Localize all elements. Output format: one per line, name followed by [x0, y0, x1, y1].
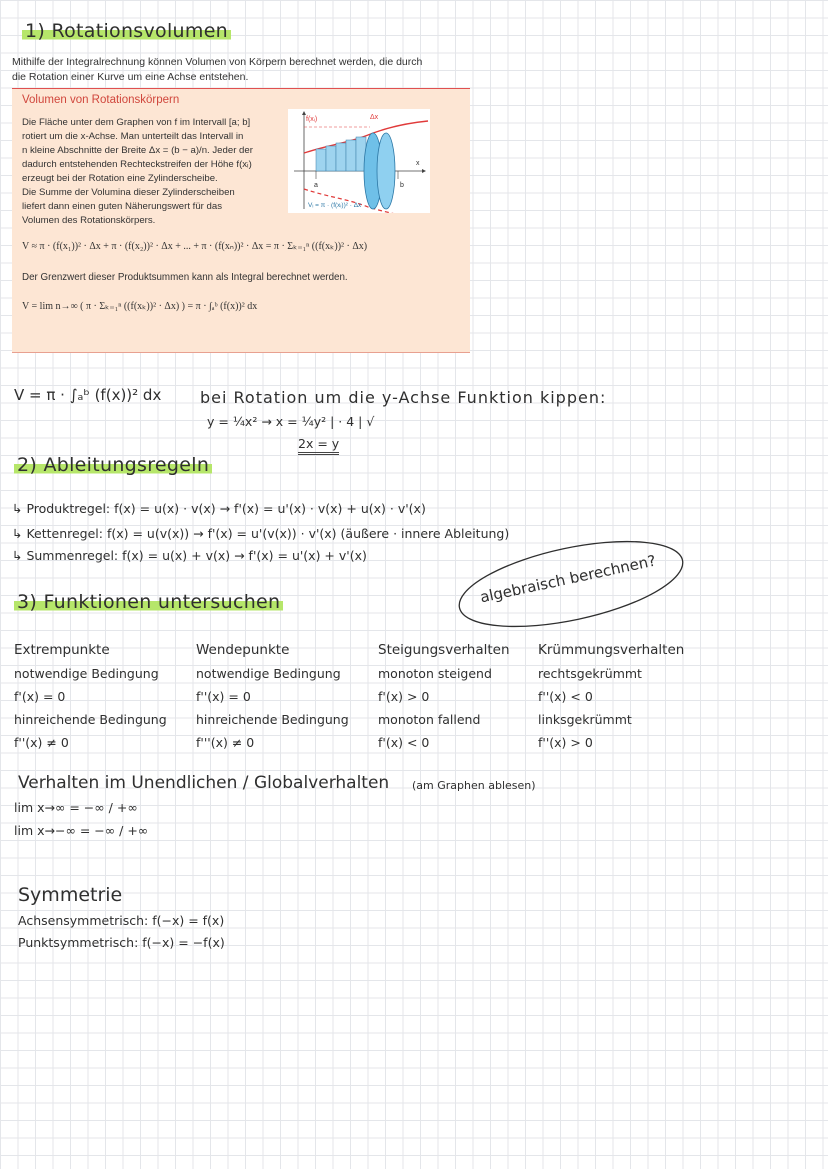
global-title: Verhalten im Unendlichen / Globalverhalten	[18, 773, 390, 793]
col-line: monoton fallend	[378, 712, 481, 727]
box-line: Die Summe der Volumina dieser Zylinderscheiben	[22, 187, 235, 198]
col-line: f'(x) < 0	[378, 735, 430, 750]
col-line: monoton steigend	[378, 666, 492, 681]
col-wendepunkte	[196, 639, 349, 754]
col-extrempunkte	[14, 639, 167, 754]
handwritten-volume-formula: V = π · ∫ₐᵇ (f(x))² dx	[14, 386, 162, 404]
kettenregel: ↳ Kettenregel: f(x) = u(v(x)) → f'(x) = u'(v(x)) · v'(x) (äußere · innere Ableitung)	[12, 526, 510, 541]
x-label: x	[416, 160, 420, 167]
kipp-line: y = ¼x² → x = ¼y² | · 4 | √	[207, 414, 375, 429]
kipp-result: 2x = y	[298, 436, 339, 455]
bubble-note: algebraisch berechnen?	[478, 551, 658, 607]
box-line: n kleine Abschnitte der Breite Δx = (b − a)/n. Jeder der	[22, 145, 253, 156]
limit-text: Der Grenzwert dieser Produktsummen kann als Integral berechnet werden.	[22, 272, 348, 283]
col-line: f'(x) = 0	[14, 689, 66, 704]
col-line: hinreichende Bedingung	[14, 712, 167, 727]
limit-minus-infinity: lim x→−∞ = −∞ / +∞	[14, 823, 149, 838]
section-1-title: 1) Rotationsvolumen	[22, 20, 231, 42]
section-3-title: 3) Funktionen untersuchen	[14, 591, 283, 613]
box-line: Volumen des Rotationskörpers.	[22, 215, 156, 226]
col-line: linksgekrümmt	[538, 712, 632, 727]
col-line: notwendige Bedingung	[14, 666, 159, 681]
box-line: erzeugt bei der Rotation eine Zylinderscheibe.	[22, 173, 218, 184]
col-line: f'(x) > 0	[378, 689, 430, 704]
col-line: hinreichende Bedingung	[196, 712, 349, 727]
col-line: f''(x) ≠ 0	[14, 735, 69, 750]
col-line: rechtsgekrümmt	[538, 666, 642, 681]
symmetry-point: Punktsymmetrisch: f(−x) = −f(x)	[18, 935, 225, 950]
section-2-title: 2) Ableitungsregeln	[14, 454, 212, 476]
box-line: dadurch entstehenden Rechteckstreifen der Höhe f(xᵢ)	[22, 159, 252, 170]
y-axis-note: bei Rotation um die y-Achse Funktion kippen:	[200, 388, 607, 407]
volume-label: Vᵢ = π · (f(xᵢ))² · Δx	[308, 202, 362, 209]
col-head: Steigungsverhalten	[378, 642, 510, 658]
integral-formula: V = lim n→∞ ( π · Σₖ₌₁ⁿ ((f(xₖ))² · Δx) ) = π · ∫ₐᵇ (f(x))² dx	[22, 301, 258, 312]
col-line: f''(x) > 0	[538, 735, 593, 750]
symmetry-axis: Achsensymmetrisch: f(−x) = f(x)	[18, 913, 225, 928]
box-line: rotiert um die x-Achse. Man unterteilt das Intervall in	[22, 131, 244, 142]
rotation-info-box	[12, 88, 470, 353]
col-line: f''(x) < 0	[538, 689, 593, 704]
dx-label: Δx	[370, 114, 379, 121]
intro-text: Mithilfe der Integralrechnung können Volumen von Körpern berechnet werden, die durch die Rotation einer Kurve um eine Achse entstehen.	[12, 56, 423, 83]
col-steigung	[378, 639, 510, 754]
box-text	[22, 116, 292, 228]
summenregel: ↳ Summenregel: f(x) = u(x) + v(x) → f'(x) = u'(x) + v'(x)	[12, 548, 367, 563]
box-title: Volumen von Rotationskörpern	[22, 94, 180, 106]
a-label: a	[314, 182, 318, 189]
col-line: f''(x) = 0	[196, 689, 251, 704]
limit-plus-infinity: lim x→∞ = −∞ / +∞	[14, 800, 138, 815]
b-label: b	[400, 182, 404, 189]
rotation-figure	[288, 109, 430, 213]
rotation-graph	[288, 109, 430, 213]
col-head: Krümmungsverhalten	[538, 642, 685, 658]
col-line: f'''(x) ≠ 0	[196, 735, 255, 750]
produktregel: ↳ Produktregel: f(x) = u(x) · v(x) → f'(x) = u'(x) · v(x) + u(x) · v'(x)	[12, 501, 426, 516]
fx-label: f(xᵢ)	[306, 116, 318, 123]
col-head: Wendepunkte	[196, 642, 290, 658]
col-head: Extrempunkte	[14, 642, 110, 658]
col-line: notwendige Bedingung	[196, 666, 341, 681]
box-line: Die Fläche unter dem Graphen von f im Intervall [a; b]	[22, 117, 251, 128]
sum-formula: V ≈ π · (f(x₁))² · Δx + π · (f(x₂))² · Δx + ... + π · (f(xₙ))² · Δx = π · Σₖ₌₁ⁿ ((f(xₖ))² · Δx)	[22, 241, 368, 252]
col-kruemmung	[538, 639, 684, 754]
symmetry-title: Symmetrie	[18, 884, 123, 906]
global-note: (am Graphen ablesen)	[412, 779, 536, 792]
box-line: liefert dann einen guten Näherungswert für das	[22, 201, 222, 212]
